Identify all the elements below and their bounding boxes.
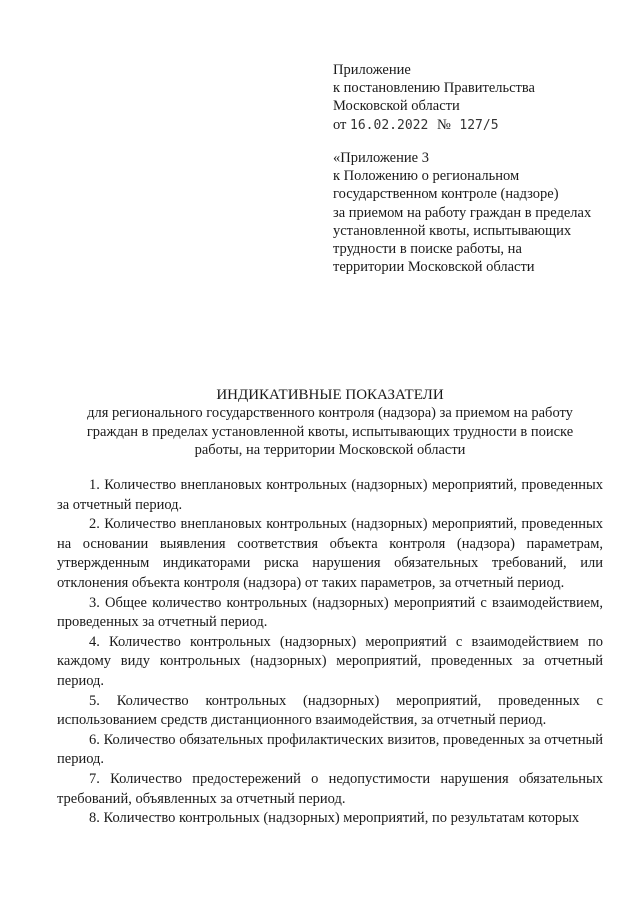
document-header bbox=[333, 61, 633, 135]
subtitle-line: граждан в пределах установленной квоты, испытывающих трудности в поиске bbox=[86, 423, 574, 440]
subtitle-line: работы, на территории Московской области bbox=[194, 441, 466, 458]
indicator-item-3: 3. Общее количество контрольных (надзорных) мероприятий с взаимодействием, проведенных за отчетный период. bbox=[57, 594, 603, 631]
header-line: Приложение bbox=[333, 62, 411, 78]
indicator-item-5: 5. Количество контрольных (надзорных) мероприятий, проведенных с использованием средств дистанционного взаимодействия, за отчетный период. bbox=[57, 692, 603, 729]
document-title: ИНДИКАТИВНЫЕ ПОКАЗАТЕЛИ bbox=[216, 387, 444, 403]
appendix-line: трудности в поиске работы, на bbox=[333, 241, 522, 258]
appendix-line: «Приложение 3 bbox=[333, 150, 429, 166]
indicator-item-8: 8. Количество контрольных (надзорных) мероприятий, по результатам которых bbox=[89, 810, 580, 827]
date-prefix: от bbox=[333, 116, 347, 133]
title-block bbox=[40, 386, 620, 459]
appendix-line: государственном контроле (надзоре) bbox=[333, 186, 559, 203]
appendix-line: за приемом на работу граждан в пределах bbox=[333, 204, 592, 221]
appendix-line: к Положению о региональном bbox=[333, 168, 520, 185]
appendix-line: территории Московской области bbox=[333, 259, 535, 276]
number-value: 127/5 bbox=[459, 117, 499, 133]
number-sign: № bbox=[436, 116, 451, 133]
indicator-list bbox=[57, 476, 603, 829]
appendix-line: установленной квоты, испытывающих bbox=[333, 222, 572, 239]
subtitle-line: для регионального государственного контроля (надзора) за приемом на работу bbox=[87, 405, 573, 422]
indicator-item-1: 1. Количество внеплановых контрольных (надзорных) мероприятий, проведенных за отчетный период. bbox=[57, 477, 603, 513]
header-line: Московской области bbox=[333, 98, 460, 115]
indicator-item-4: 4. Количество контрольных (надзорных) мероприятий с взаимодействием по каждому виду контрольных (надзорных) мероприятий, проведенных за отчетный период. bbox=[57, 633, 603, 689]
indicator-item-2: 2. Количество внеплановых контрольных (надзорных) мероприятий, проведенных на основании выявления соответствия объекта контроля (надзора) параметрам, утвержденным индикаторами риска нарушения обязательных требований, или отклонения объекта контроля (надзора) от таких параметров, за отчетный период. bbox=[57, 516, 603, 591]
date-value: 16.02.2022 bbox=[350, 117, 429, 133]
header-line: к постановлению Правительства bbox=[333, 80, 535, 97]
indicator-item-6: 6. Количество обязательных профилактических визитов, проведенных за отчетный период. bbox=[57, 731, 603, 768]
date-line bbox=[333, 116, 633, 135]
indicator-item-7: 7. Количество предостережений о недопустимости нарушения обязательных требований, объявленных за отчетный период. bbox=[57, 770, 603, 807]
appendix-reference bbox=[333, 149, 633, 276]
